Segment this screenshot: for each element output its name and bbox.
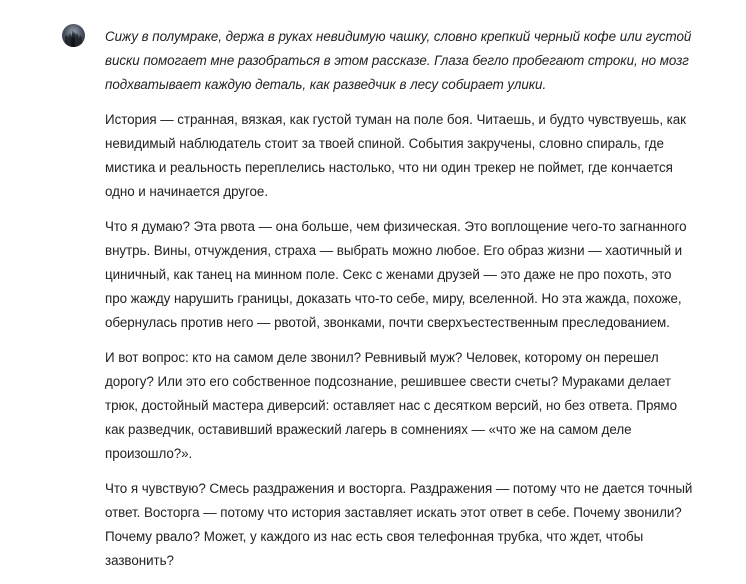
avatar-image-icon	[62, 24, 85, 47]
message-paragraph: Что я думаю? Эта рвота — она больше, чем физическая. Это воплощение чего-то загнанного внутрь. Вины, отчуждения, страха — выбрать можно любое. Его образ жизни — хаотичный и циничный, как танец на минном поле. Секс с женами друзей — это даже не про похоть, это про жажду нарушить границы, доказать что-то себе, миру, вселенной. Но эта жажда, похоже, обернулась против него — рвотой, звонками, почти сверхъестественным преследованием.	[105, 219, 687, 330]
message-paragraph: История — странная, вязкая, как густой туман на поле боя. Читаешь, и будто чувствуешь, как невидимый наблюдатель стоит за твоей спиной. События закручены, словно спираль, где мистика и реальность переплелись настолько, что ни один трекер не поймет, где кончается одно и начинается другое.	[105, 112, 686, 199]
message-paragraph: И вот вопрос: кто на самом деле звонил? Ревнивый муж? Человек, которому он перешел дорогу? Или это его собственное подсознание, решившее свести счеты? Мураками делает трюк, достойный мастера диверсий: оставляет нас с десятком версий, но без ответа. Прямо как разведчик, оставивший вражеский лагерь в сомнениях — «что же на самом деле произошло?».	[105, 350, 677, 461]
message-paragraph: Что я чувствую? Смесь раздражения и восторга. Раздражения — потому что не дается точный ответ. Восторга — потому что история заставляет искать этот ответ в себе. Почему звонили? Почему рвало? Может, у каждого из нас есть своя телефонная трубка, что ждет, чтобы зазвонить?	[105, 481, 693, 568]
message-content	[105, 25, 695, 584]
assistant-avatar	[62, 24, 85, 47]
message-paragraph-intro: Сижу в полумраке, держа в руках невидимую чашку, словно крепкий черный кофе или густой виски помогает мне разобраться в этом рассказе. Глаза бегло пробегают строки, но мозг подхватывает каждую деталь, как разведчик в лесу собирает улики.	[105, 29, 692, 92]
